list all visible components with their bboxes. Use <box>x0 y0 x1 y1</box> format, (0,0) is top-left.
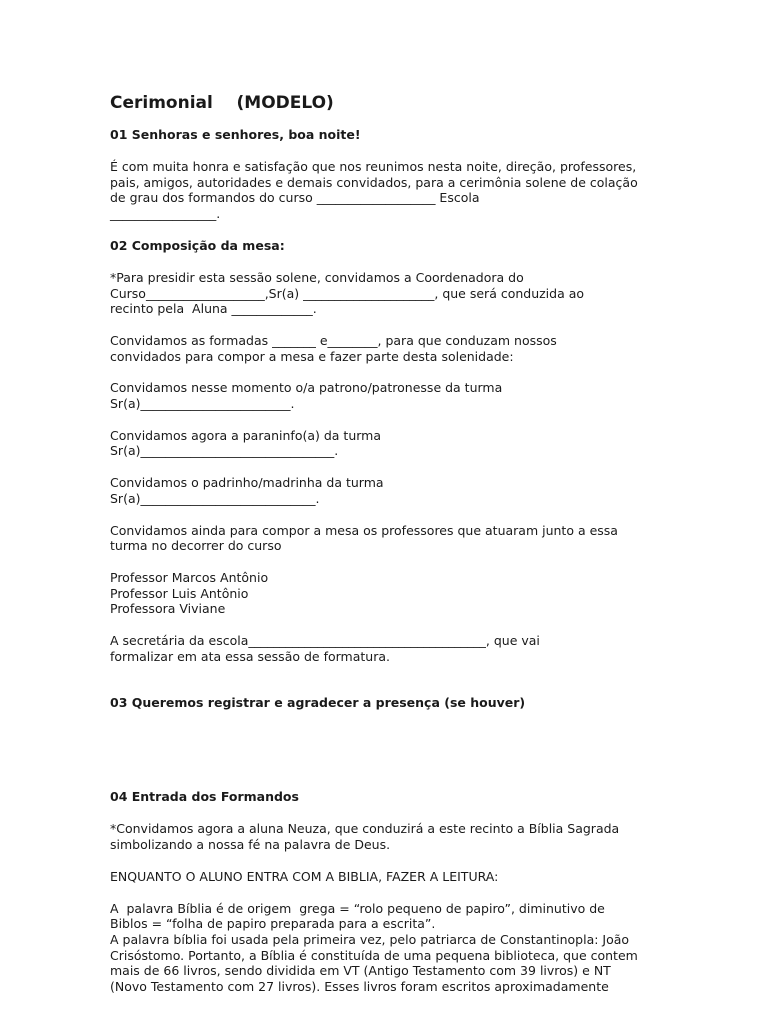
text-line: Convidamos agora a paraninfo(a) da turma <box>110 427 382 443</box>
text-line: recinto pela Aluna _____________. <box>110 301 317 317</box>
text-line: A palavra Bíblia é de origem grega = “rolo pequeno de papiro”, diminutivo de <box>110 900 605 916</box>
text-line: Convidamos ainda para compor a mesa os professores que atuaram junto a essa <box>110 522 618 538</box>
reading-instruction: ENQUANTO O ALUNO ENTRA COM A BIBLIA, FAZER A LEITURA: <box>110 868 499 884</box>
formadas-paragraph <box>110 333 670 364</box>
text-line: Crisóstomo. Portanto, a Bíblia é constituída de uma pequena biblioteca, que contem <box>110 947 638 963</box>
secretaria-paragraph <box>110 633 670 664</box>
padrinho-paragraph <box>110 475 670 506</box>
professores-paragraph <box>110 523 670 554</box>
section-02-heading: 02 Composição da mesa: <box>110 237 285 253</box>
text-line: turma no decorrer do curso <box>110 538 282 554</box>
text-line: (Novo Testamento com 27 livros). Esses livros foram escritos aproximadamente <box>110 979 609 995</box>
text-line: de grau dos formandos do curso ___________________ Escola <box>110 190 480 206</box>
section-03-heading: 03 Queremos registrar e agradecer a presença (se houver) <box>110 695 526 711</box>
document-page <box>110 92 670 995</box>
text-line: convidados para compor a mesa e fazer parte desta solenidade: <box>110 348 514 364</box>
presidir-paragraph <box>110 270 670 317</box>
professor-name: Professor Luis Antônio <box>110 585 249 601</box>
text-line: Curso___________________,Sr(a) _____________________, que será conduzida ao <box>110 285 585 301</box>
leitura-paragraph <box>110 901 670 995</box>
text-line: formalizar em ata essa sessão de formatura. <box>110 648 390 664</box>
text-line: Sr(a)____________________________. <box>110 490 320 506</box>
text-line: Convidamos nesse momento o/a patrono/patronesse da turma <box>110 380 503 396</box>
text-line: Sr(a)_______________________________. <box>110 443 339 459</box>
text-line: *Para presidir esta sessão solene, convidamos a Coordenadora do <box>110 269 524 285</box>
section-01-heading: 01 Senhoras e senhores, boa noite! <box>110 127 361 142</box>
text-line: A secretária da escola______________________________________, que vai <box>110 633 540 649</box>
text-line: pais, amigos, autoridades e demais convidados, para a cerimônia solene de colação <box>110 174 638 190</box>
entrada-paragraph <box>110 821 670 852</box>
professor-name: Professora Viviane <box>110 601 226 617</box>
text-line: Biblos = “folha de papiro preparada para a escrita”. <box>110 916 436 932</box>
text-line: mais de 66 livros, sendo dividida em VT (Antigo Testamento com 39 livros) e NT <box>110 963 611 979</box>
paraninfo-paragraph <box>110 428 670 459</box>
opening-paragraph <box>110 159 670 222</box>
text-line: Convidamos as formadas _______ e________, para que conduzam nossos <box>110 332 557 348</box>
document-title: Cerimonial (MODELO) <box>110 93 334 113</box>
professor-list <box>110 570 670 617</box>
text-line: A palavra bíblia foi usada pela primeira vez, pelo patriarca de Constantinopla: João <box>110 931 630 947</box>
section-04-heading: 04 Entrada dos Formandos <box>110 789 299 805</box>
professor-name: Professor Marcos Antônio <box>110 569 269 585</box>
patrono-paragraph <box>110 380 670 411</box>
text-line: Convidamos o padrinho/madrinha da turma <box>110 475 384 491</box>
text-line: _________________. <box>110 206 221 222</box>
text-line: simbolizando a nossa fé na palavra de Deus. <box>110 837 391 853</box>
text-line: *Convidamos agora a aluna Neuza, que conduzirá a este recinto a Bíblia Sagrada <box>110 821 620 837</box>
text-line: É com muita honra e satisfação que nos reunimos nesta noite, direção, professores, <box>110 159 637 174</box>
text-line: Sr(a)________________________. <box>110 396 295 412</box>
